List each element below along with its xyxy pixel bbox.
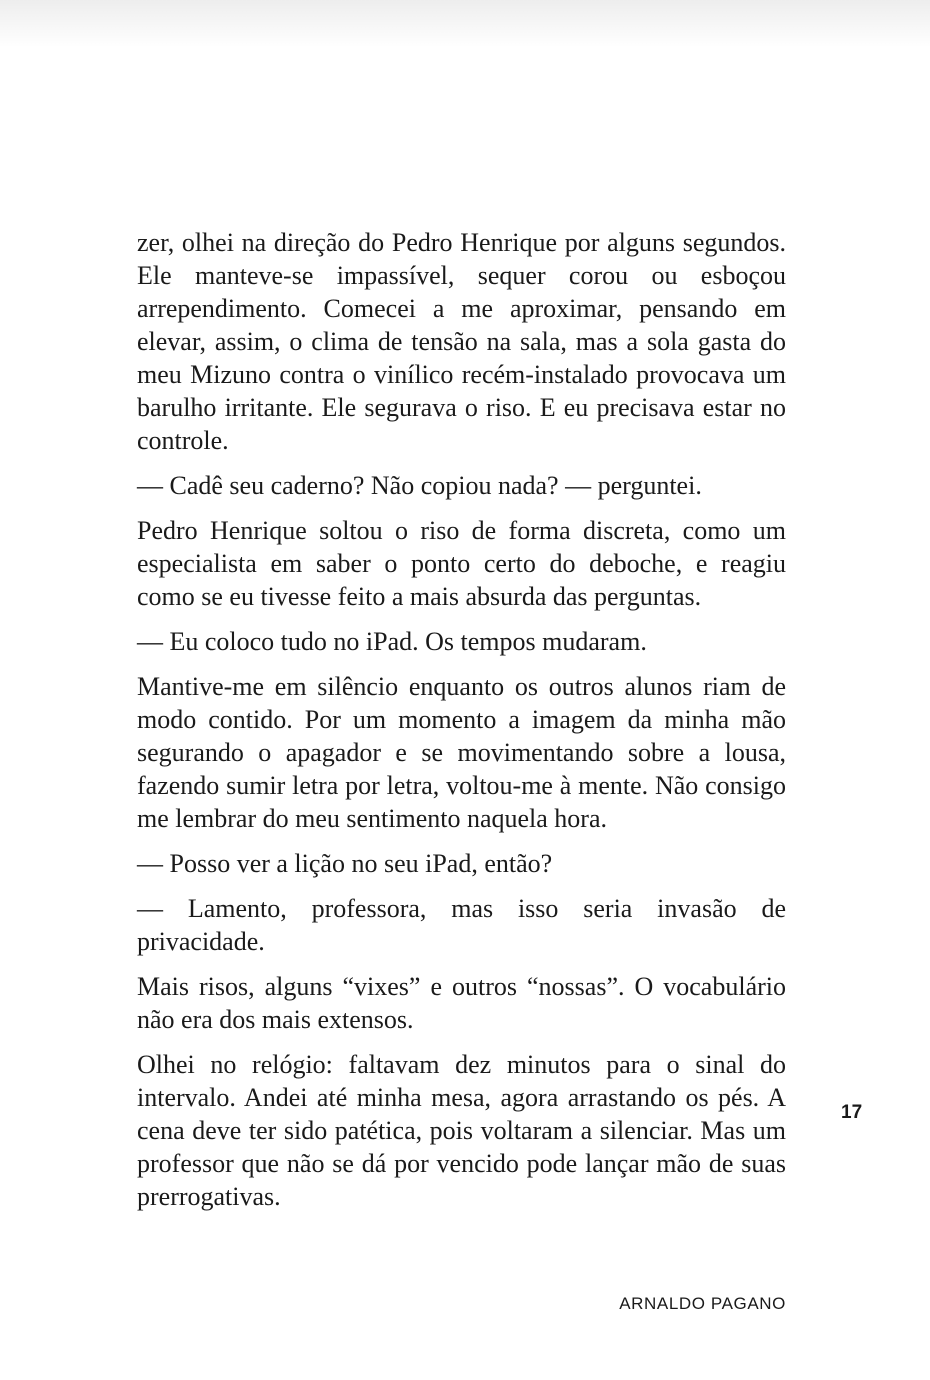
paragraph: Mais risos, alguns “vixes” e outros “nossas”. O vocabulário não era dos mais extensos. [137,972,786,1034]
dialogue-line: — Lamento, professora, mas isso seria invasão de privacidade. [137,894,786,956]
paragraph: Pedro Henrique soltou o riso de forma discreta, como um especialista em saber o ponto certo do deboche, e reagiu como se eu tivesse feito a mais absurda das perguntas. [137,516,786,611]
body-text [137,226,786,1225]
dialogue-line: — Eu coloco tudo no iPad. Os tempos mudaram. [137,627,647,656]
page-number: 17 [841,1102,863,1123]
page-top-shadow [0,0,930,48]
paragraph: Mantive-me em silêncio enquanto os outros alunos riam de modo contido. Por um momento a imagem da minha mão segurando o apagador e se movimentando sobre a lousa, fazendo sumir letra por letra, voltou-me à mente. Não consigo me lembrar do meu sentimento naquela hora. [137,672,786,833]
dialogue-line: — Posso ver a lição no seu iPad, então? [137,849,553,878]
paragraph: zer, olhei na direção do Pedro Henrique por alguns segundos. Ele manteve-se impassível, sequer corou ou esboçou arrependimento. Comecei a me aproximar, pensando em elevar, assim, o clima de tensão na sala, mas a sola gasta do meu Mizuno contra o vinílico recém-instalado provocava um barulho irritante. Ele segurava o riso. E eu precisava estar no controle. [137,228,786,455]
dialogue-line: — Cadê seu caderno? Não copiou nada? — perguntei. [137,471,702,500]
author-footer: ARNALDO PAGANO [619,1294,786,1313]
paragraph: Olhei no relógio: faltavam dez minutos para o sinal do intervalo. Andei até minha mesa, agora arrastando os pés. A cena deve ter sido patética, pois voltaram a silenciar. Mas um professor que não se dá por vencido pode lançar mão de suas prerrogativas. [137,1050,786,1211]
